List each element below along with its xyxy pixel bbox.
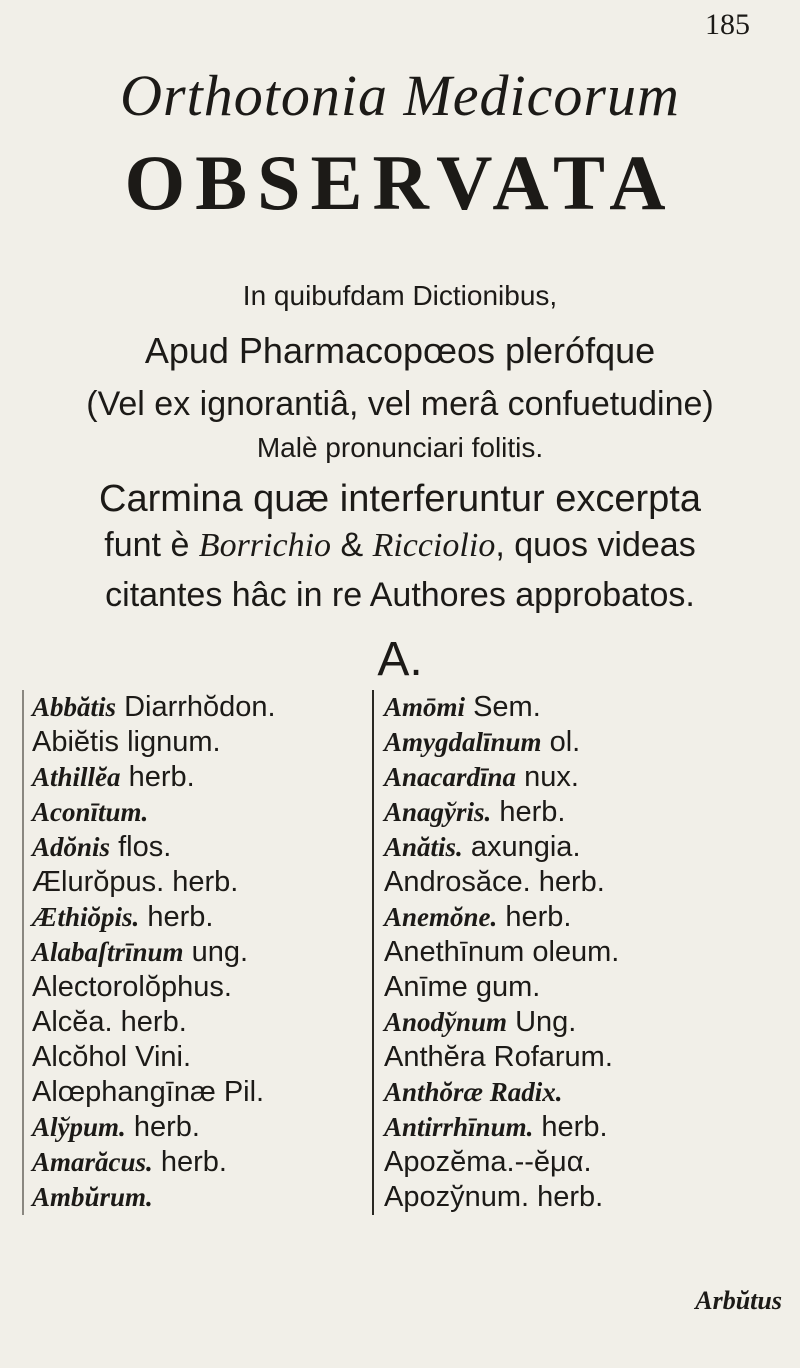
entry-term: Adŏnis [32, 832, 111, 862]
word-entry [32, 865, 362, 900]
word-entry [384, 690, 800, 725]
note-text: & [331, 526, 373, 564]
intro-line-3: (Vel ex ignorantiâ, vel merâ confuetudine) [86, 385, 714, 423]
entry-text: herb. [125, 1111, 200, 1143]
word-entry [32, 760, 362, 795]
entry-term: Alўpum. [32, 1112, 126, 1142]
entry-term: Anacardīna [384, 762, 517, 792]
word-entry [32, 690, 362, 725]
word-entry [32, 795, 362, 830]
word-entry [32, 1005, 362, 1040]
entry-term: Alabaſtrīnum [32, 937, 184, 967]
note-line-3: citantes hâc in re Authores approbatos. [105, 576, 695, 614]
note-line-2 [0, 526, 800, 565]
intro-line-4: Malè pronunciari folitis. [256, 432, 544, 463]
word-entry [32, 1180, 362, 1215]
entry-text: Anthĕra Rofarum. [384, 1041, 613, 1073]
entry-text: Anethīnum oleum. [384, 936, 620, 968]
left-word-column [22, 690, 362, 1215]
entry-term: Aconītum. [32, 797, 149, 827]
word-entry [384, 935, 800, 970]
entry-text: Ælurŏpus. herb. [32, 866, 239, 898]
entry-text: Alcŏhol Vini. [32, 1041, 192, 1073]
word-entry [32, 1040, 362, 1075]
author-name: Borrichio [198, 527, 332, 564]
entry-term: Anagўris. [384, 797, 492, 827]
entry-term: Abbătis [32, 692, 117, 722]
entry-text: Androsăce. herb. [384, 866, 605, 898]
page-title: OBSERVATA [124, 139, 676, 226]
author-name: Ricciolio [372, 527, 496, 564]
word-entry [32, 830, 362, 865]
entry-text: Diarrhŏdon. [116, 691, 276, 723]
word-entry [384, 1075, 800, 1110]
word-entry [384, 1180, 800, 1215]
word-entry [384, 725, 800, 760]
entry-text: Apozĕma.--ĕμα. [384, 1146, 592, 1178]
entry-text: ung. [183, 936, 249, 968]
note-line-1: Carmina quæ interferuntur excerpta [99, 478, 701, 520]
intro-line-2: Apud Pharmacopœos plerófque [144, 330, 656, 371]
entry-text: axungia. [462, 831, 581, 863]
entry-text: Abiĕtis lignum. [32, 726, 221, 758]
entry-text: Alectorolŏphus. [32, 971, 232, 1003]
entry-text: Sem. [465, 691, 541, 723]
note-text: , quos videas [495, 526, 696, 564]
entry-term: Antirrhīnum. [384, 1112, 534, 1142]
entry-text: Ung. [507, 1006, 577, 1038]
word-entry [384, 970, 800, 1005]
word-entry [32, 935, 362, 970]
word-entry [32, 900, 362, 935]
note-text: funt è [104, 526, 199, 564]
entry-term: Amygdalīnum [384, 727, 542, 757]
entry-text: herb. [120, 761, 195, 793]
entry-text: Alcĕa. herb. [32, 1006, 187, 1038]
word-entry [32, 725, 362, 760]
page-number: 185 [705, 8, 750, 41]
entry-term: Athillĕa [32, 762, 121, 792]
entry-text: herb. [497, 901, 572, 933]
entry-term: Æthiŏpis. [32, 902, 140, 932]
entry-text: flos. [110, 831, 172, 863]
running-header: Orthotonia Medicorum [120, 63, 680, 128]
word-entry [384, 1040, 800, 1075]
word-entry [32, 1075, 362, 1110]
word-entry [384, 900, 800, 935]
section-letter: A. [377, 633, 423, 686]
entry-text: Anīme gum. [384, 971, 541, 1003]
word-entry [384, 865, 800, 900]
entry-term: Amarăcus. [32, 1147, 153, 1177]
entry-text: herb. [139, 901, 214, 933]
entry-text: nux. [516, 761, 579, 793]
intro-line-1: In quibufdam Dictionibus, [242, 280, 558, 311]
entry-term: Anătis. [384, 832, 463, 862]
word-entry [32, 970, 362, 1005]
entry-term: Ambŭrum. [32, 1182, 153, 1212]
word-entry [32, 1110, 362, 1145]
right-word-column [372, 690, 800, 1215]
entry-term: Anodўnum [384, 1007, 508, 1037]
word-entry [384, 795, 800, 830]
word-entry [384, 1145, 800, 1180]
entry-term: Anemŏne. [384, 902, 498, 932]
entry-term: Amōmi [384, 692, 466, 722]
word-entry [384, 830, 800, 865]
word-entry [384, 760, 800, 795]
word-entry [384, 1005, 800, 1040]
entry-text: herb. [533, 1111, 608, 1143]
entry-text: herb. [152, 1146, 227, 1178]
entry-term: Anthŏræ Radix. [384, 1077, 563, 1107]
entry-text: Alœphangīnæ Pil. [32, 1076, 265, 1108]
entry-text: Apozўnum. herb. [384, 1181, 604, 1213]
entry-text: herb. [491, 796, 566, 828]
entry-text: ol. [541, 726, 581, 758]
catchword: Arbŭtus [695, 1286, 782, 1315]
word-entry [32, 1145, 362, 1180]
word-entry [384, 1110, 800, 1145]
